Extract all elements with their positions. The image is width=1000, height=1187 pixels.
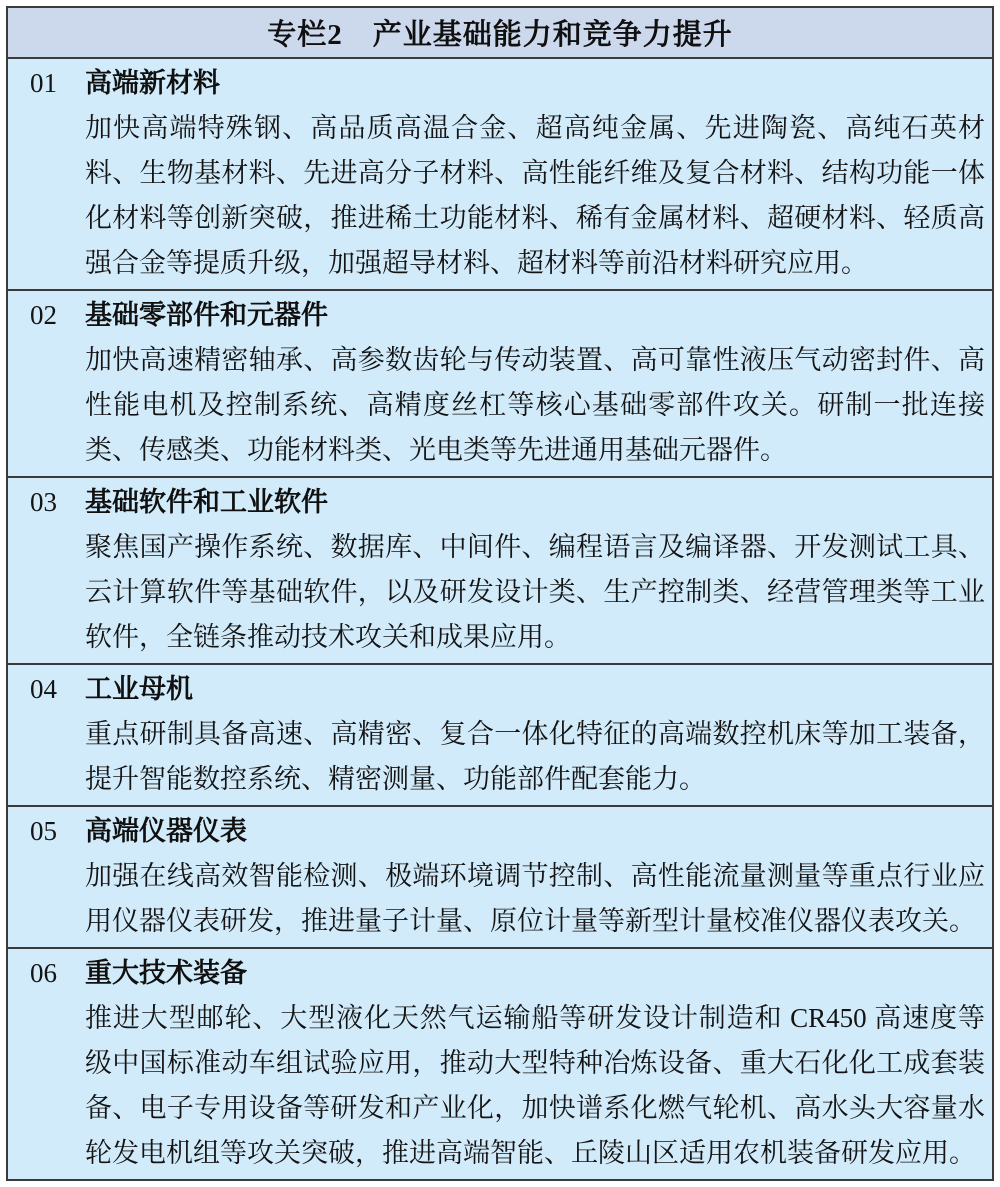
section-title: 重大技术装备 xyxy=(85,958,247,988)
section-body: 加快高速精密轴承、高参数齿轮与传动装置、高可靠性液压气动密封件、高性能电机及控制系统、高精度丝杠等核心基础零部件攻关。研制一批连接类、传感类、功能材料类、光电类等先进通用基础元器件。 xyxy=(85,345,985,465)
section-06 xyxy=(8,949,992,1179)
section-title-row xyxy=(30,667,985,712)
section-title: 基础软件和工业软件 xyxy=(85,487,328,517)
section-body: 加快高端特殊钢、高品质高温合金、超高纯金属、先进陶瓷、高纯石英材料、生物基材料、先进高分子材料、高性能纤维及复合材料、结构功能一体化材料等创新突破，推进稀土功能材料、稀有金属材料、超硬材料、轻质高强合金等提质升级，加强超导材料、超材料等前沿材料研究应用。 xyxy=(85,113,985,278)
section-body: 推进大型邮轮、大型液化天然气运输船等研发设计制造和 CR450 高速度等级中国标准动车组试验应用，推动大型特种冶炼设备、重大石化化工成套装备、电子专用设备等研发和产业化，加快谱系化燃气轮机、高水头大容量水轮发电机组等攻关突破，推进高端智能、丘陵山区适用农机装备研发应用。 xyxy=(85,1003,985,1168)
section-number: 03 xyxy=(30,487,57,517)
column-header-title: 专栏2 产业基础能力和竞争力提升 xyxy=(267,19,733,51)
section-title: 高端仪器仪表 xyxy=(85,816,247,846)
section-04 xyxy=(8,665,992,807)
section-number: 06 xyxy=(30,958,57,988)
section-body: 聚焦国产操作系统、数据库、中间件、编程语言及编译器、开发测试工具、云计算软件等基础软件，以及研发设计类、生产控制类、经营管理类等工业软件，全链条推动技术攻关和成果应用。 xyxy=(85,532,985,652)
section-05 xyxy=(8,807,992,949)
section-03 xyxy=(8,478,992,665)
column-box xyxy=(6,6,994,1181)
section-title-row xyxy=(30,61,985,106)
section-title: 工业母机 xyxy=(85,674,193,704)
section-body: 加强在线高效智能检测、极端环境调节控制、高性能流量测量等重点行业应用仪器仪表研发，推进量子计量、原位计量等新型计量校准仪器仪表攻关。 xyxy=(85,861,985,936)
section-body: 重点研制具备高速、高精密、复合一体化特征的高端数控机床等加工装备，提升智能数控系统、精密测量、功能部件配套能力。 xyxy=(85,719,985,794)
section-title: 基础零部件和元器件 xyxy=(85,300,328,330)
section-number: 01 xyxy=(30,68,57,98)
section-01 xyxy=(8,59,992,291)
section-02 xyxy=(8,291,992,478)
section-number: 05 xyxy=(30,816,57,846)
section-title-row xyxy=(30,951,985,996)
section-title-row xyxy=(30,293,985,338)
section-number: 02 xyxy=(30,300,57,330)
section-number: 04 xyxy=(30,674,57,704)
section-title-row xyxy=(30,809,985,854)
section-title: 高端新材料 xyxy=(85,68,220,98)
column-header xyxy=(8,8,992,59)
section-title-row xyxy=(30,480,985,525)
